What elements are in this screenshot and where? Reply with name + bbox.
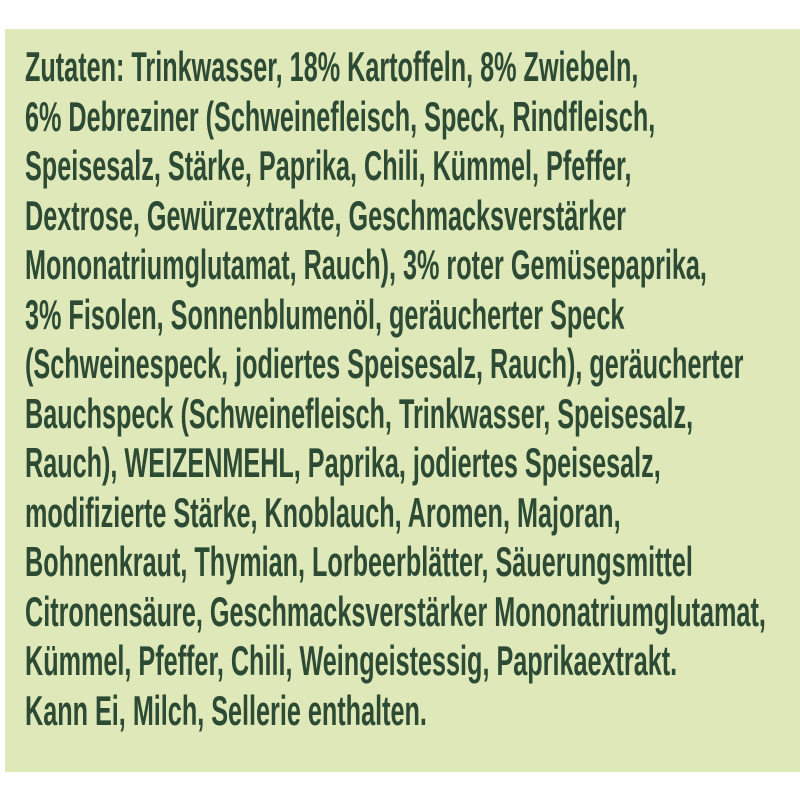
ingredients-line: 3% Fisolen, Sonnenblumenöl, geräucherter Speck [25, 290, 625, 338]
ingredients-line: modifizierte Stärke, Knoblauch, Aromen, Majoran, [25, 488, 621, 536]
ingredients-line: Dextrose, Gewürzextrakte, Geschmacksverstärker [25, 191, 626, 239]
ingredients-line: Bauchspeck (Schweinefleisch, Trinkwasser, Speisesalz, [25, 389, 694, 437]
ingredients-line: Rauch), WEIZENMEHL, Paprika, jodiertes Speisesalz, [25, 439, 661, 486]
ingredients-text-block [25, 42, 793, 735]
ingredients-line: Kann Ei, Milch, Sellerie enthalten. [25, 686, 427, 734]
ingredients-line: Speisesalz, Stärke, Paprika, Chili, Kümmel, Pfeffer, [25, 142, 632, 189]
ingredients-line: 6% Debreziner (Schweinefleisch, Speck, Rindfleisch, [25, 92, 656, 140]
ingredients-label-panel [5, 29, 800, 772]
ingredients-line: Zutaten: Trinkwasser, 18% Kartoffeln, 8% Zwiebeln, [25, 43, 639, 90]
ingredients-line: Citronensäure, Geschmacksverstärker Mononatriumglutamat, [25, 587, 766, 635]
ingredients-line: (Schweinespeck, jodiertes Speisesalz, Rauch), geräucherter [25, 340, 744, 387]
ingredients-line: Kümmel, Pfeffer, Chili, Weingeistessig, Paprikaextrakt. [25, 637, 678, 684]
ingredients-line: Mononatriumglutamat, Rauch), 3% roter Gemüsepaprika, [25, 241, 707, 288]
ingredients-line: Bohnenkraut, Thymian, Lorbeerblätter, Säuerungsmittel [25, 538, 693, 585]
